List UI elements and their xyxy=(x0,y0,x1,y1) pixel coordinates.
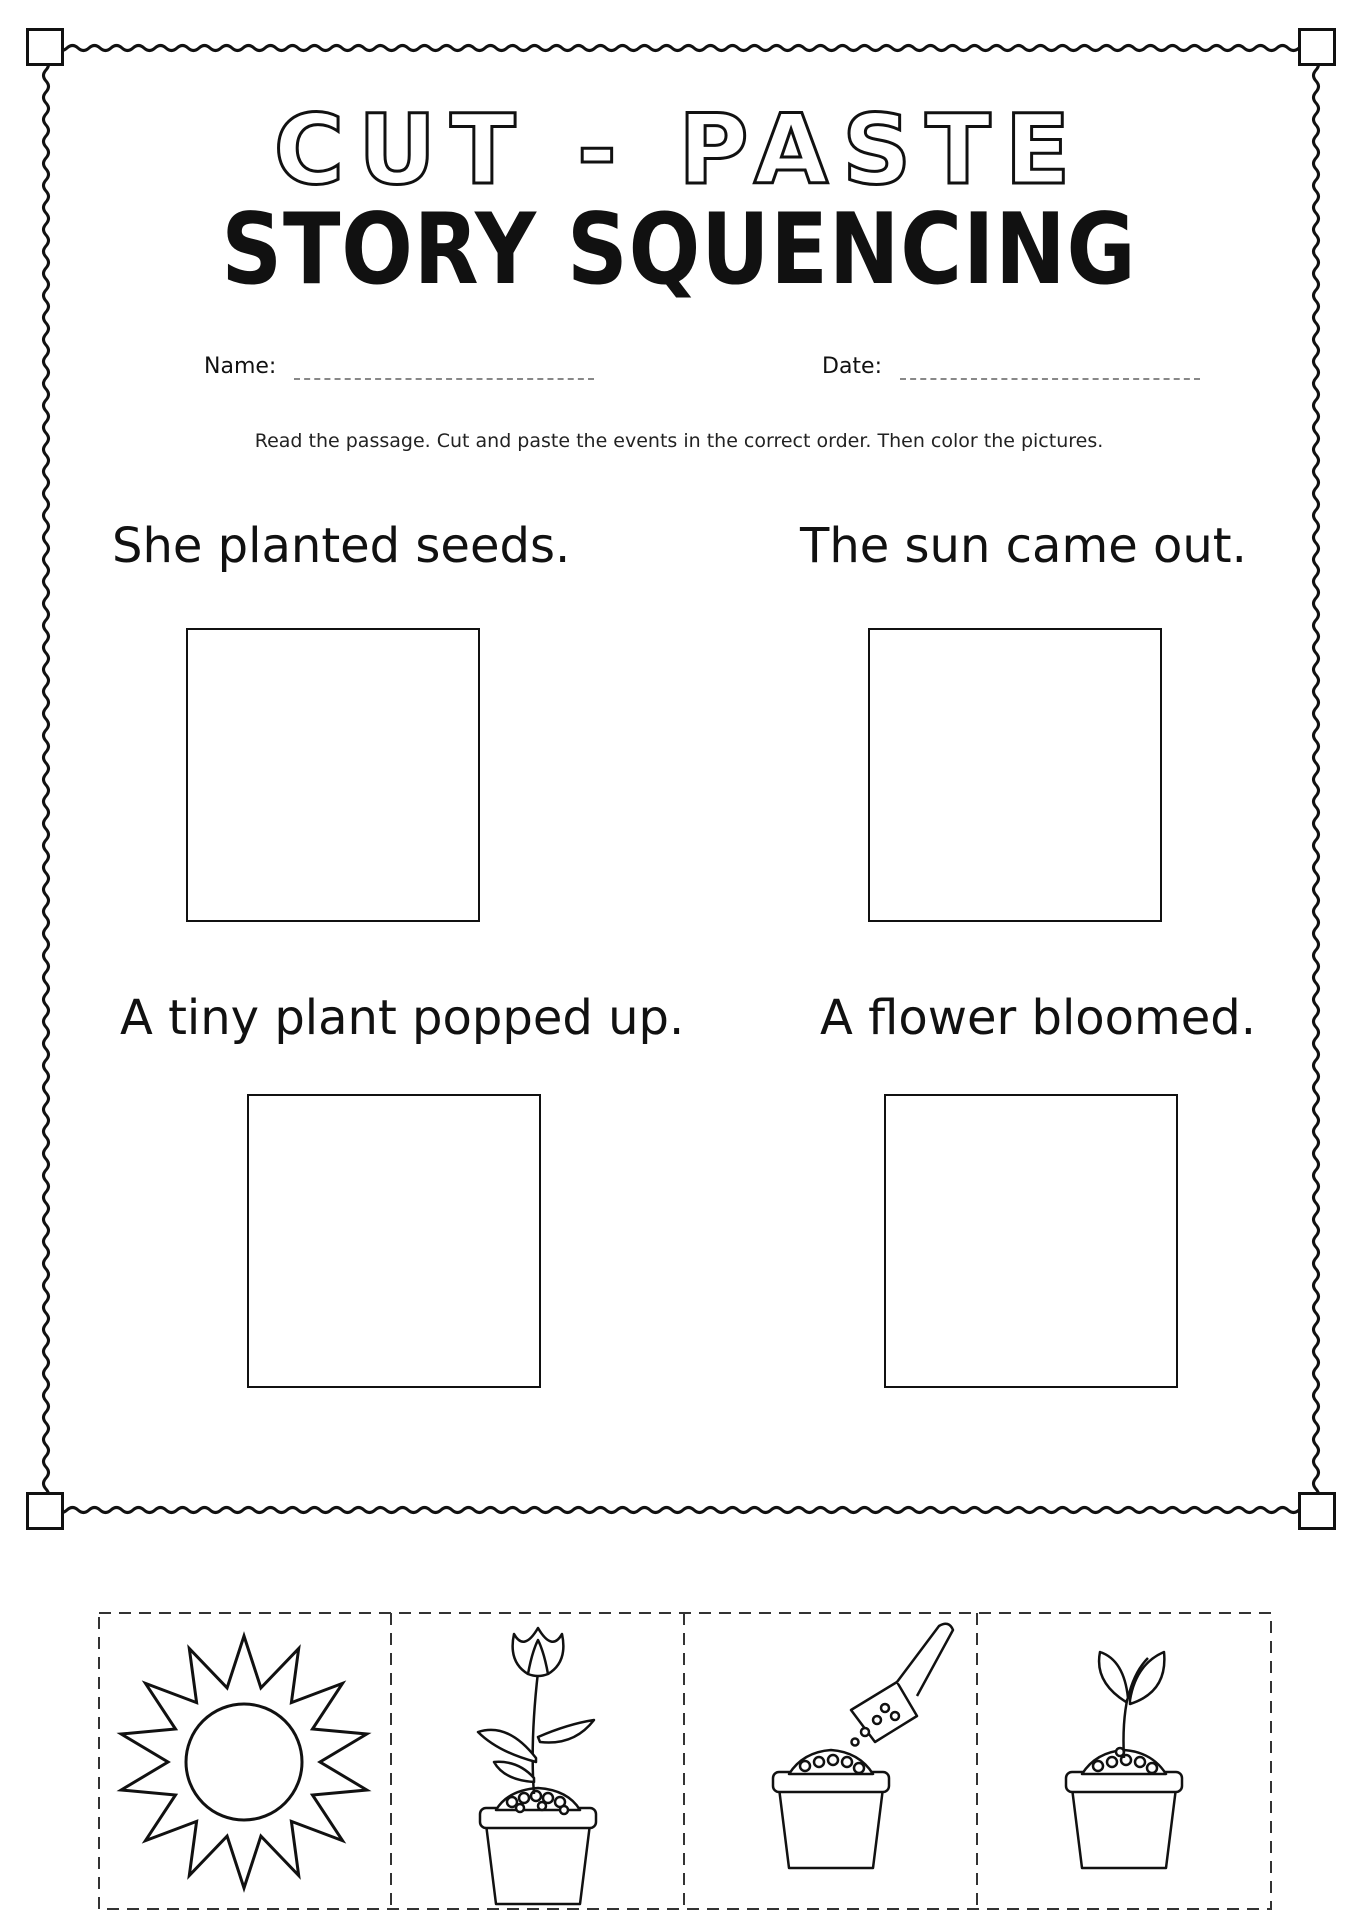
frame-corner-top-right xyxy=(1298,28,1336,66)
title-story-sequencing: STORY SQUENCING xyxy=(221,193,1137,307)
paste-box-4[interactable] xyxy=(884,1094,1178,1388)
paste-box-2[interactable] xyxy=(868,628,1162,922)
date-field[interactable] xyxy=(900,378,1200,380)
frame-corner-top-left xyxy=(26,28,64,66)
frame-corner-bottom-left xyxy=(26,1492,64,1530)
event-1-text: She planted seeds. xyxy=(112,518,571,574)
name-label: Name: xyxy=(204,354,277,379)
date-label: Date: xyxy=(822,354,882,379)
frame-corner-bottom-right xyxy=(1298,1492,1336,1530)
name-field[interactable] xyxy=(294,378,594,380)
event-4-text: A flower bloomed. xyxy=(820,990,1257,1046)
event-2-text: The sun came out. xyxy=(800,518,1247,574)
sun-icon[interactable] xyxy=(121,1636,367,1888)
paste-box-3[interactable] xyxy=(247,1094,541,1388)
paste-box-1[interactable] xyxy=(186,628,480,922)
flower-in-pot-icon[interactable] xyxy=(478,1628,596,1904)
title-cut-paste: CUT - PASTE xyxy=(273,94,1085,206)
seeds-and-shovel-icon[interactable] xyxy=(773,1624,953,1868)
cut-out-strip xyxy=(98,1612,1272,1910)
event-3-text: A tiny plant popped up. xyxy=(120,990,685,1046)
sprout-in-pot-icon[interactable] xyxy=(1066,1652,1182,1868)
instructions-text: Read the passage. Cut and paste the events in the correct order. Then color the pictures. xyxy=(254,430,1104,452)
